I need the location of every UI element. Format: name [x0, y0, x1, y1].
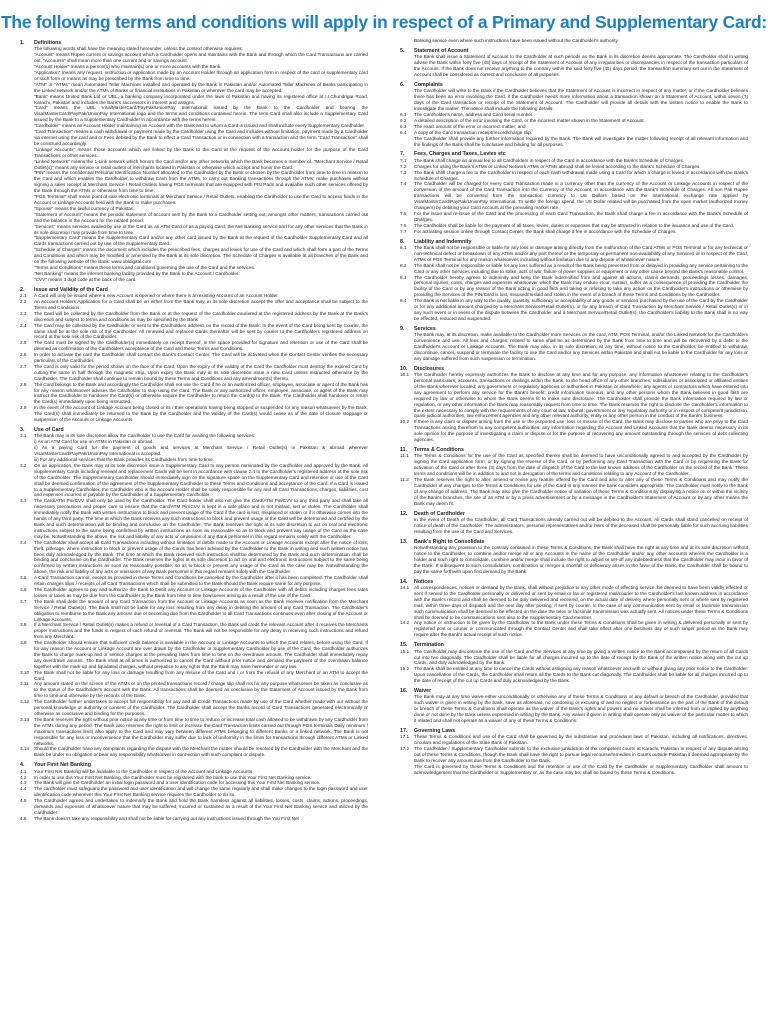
- clause: [20, 599, 368, 623]
- clause-number: [20, 235, 34, 247]
- terms-section: [400, 688, 748, 724]
- clause: [400, 275, 748, 299]
- section-number: 5.: [400, 47, 405, 54]
- section-number: 2.: [20, 286, 25, 293]
- clause: [20, 746, 368, 758]
- clause-text: The following words shall have the meaning stated hereunder, unless the context otherwise requires:: [34, 46, 243, 52]
- clause-text: A copy of the Card transaction receipt/record/charge slip.: [414, 129, 533, 135]
- clause-number: 2.9: [20, 405, 27, 411]
- clause-text: The Bank shall charge a fee to the Cardholder in respect of each cash withdrawal made using a Card for which a charge is levied in accordance with the Bank's Schedule of Charges.: [414, 169, 748, 181]
- section-number: 16.: [400, 688, 408, 695]
- clause-number: 8.4: [400, 298, 407, 304]
- terms-section: [400, 447, 748, 507]
- clause-text: "Linkage Accounts" means those accounts which are linked by the Bank to the Card at the request of the Account holder for the purpose of the Card Transactions or other services.: [34, 146, 368, 158]
- terms-section: [400, 728, 748, 776]
- clause-number: 3.1: [20, 433, 27, 439]
- clause: [20, 670, 368, 682]
- clause-text: "PIN" means the confidential Personal Identification Number allocated to the Cardholder by the Bank or chosen by the Cardholder from time to time in relation to the Card and which enables the Cardholder to withdraw Cash from the ATMs, to carry out Banking transactions through the ATMs; make purchases without signing a sales receipt at Merchant Service / Retail Outlets having POS terminals that are equipped with PIN Pads and available such other services offered by the Bank through the ATMs or otherwise from time to time.: [34, 170, 368, 194]
- terms-section: [400, 326, 748, 362]
- clause: [400, 88, 748, 112]
- left-column: [20, 38, 368, 1018]
- clause-number: [400, 54, 414, 78]
- terms-section: [400, 366, 748, 443]
- clause-text: "CVV" means 3 digit code at the back of the card.: [34, 276, 137, 282]
- terms-section: [400, 539, 748, 575]
- clause-text: In order to activate the card the Cardholder shall contact the Bank's Contact Center. The Card will be activated when the Contact Center verifies the necessary particulars of the Cardholder.: [34, 352, 368, 364]
- clause-text: For the issue and re-issue of the Card and the processing of each Card Transaction, the Bank shall charge a fee in accordance with the Bank's Schedule of Charges.: [414, 210, 748, 222]
- clause: [20, 382, 368, 406]
- clause-text: The Cardholder shall accept all Card Transactions including without limitation of debits made to the Account or Linkage Accounts except after the notice of loss, theft, pilferage, where instruction to block or prevent usage of the Cards has been advised by the Cardholder to the Bank in writing and such written notice has been duly acknowledged by the Bank. The time at which the Bank received such instruction shall be determined by the Bank and such determination shall be binding and conclusive on the Cardholder. The Bank reserves the rights at its sole discretion to act on oral and electronic instructions subject to the same being confirmed by written instructions as soon as reasonably possible, so as to block or prevent any usage of the Card as the case may be. Notwithstanding the above, the risk and liability of any acts or omissions of any Bank personnel in this regard remains solely with the Cardholder.: [34, 539, 368, 575]
- clause-text: For activating session online through Contact Center, the Bank shall charge a fee in accordance with the Schedule of Charges.: [414, 228, 677, 234]
- clause: [20, 587, 368, 599]
- clause: [400, 54, 748, 78]
- clause: [400, 263, 748, 275]
- clause-text: The Cardholder agrees and undertakes to indemnify the Bank and hold the Bank harmless against all liabilities, losses, costs, claims, actions, proceedings, demands and expenses of whatsoever nature that may be suffered, incurred or sustained as a result of the Your First Net Banking service and utilized by the Cardholder.: [34, 798, 368, 815]
- clause-text: The cardholder must safeguard the password and user identification and will change the same regularly and shall make changes to the login password and user identification code whenever this Your First Net Banking service requires the Cardholder to do so.: [34, 786, 368, 798]
- section-title: Death of Cardholder: [414, 510, 465, 517]
- clause-number: 2.2: [20, 298, 27, 304]
- clause-text: In the event of the Account of Linkage Account being closed or its / their operations having being stopped or suspended for any reason whatsoever by the Bank. The Card(s) shall immediately be returned to the Bank by the Cardholder and the validity of the Card(s) would cease as of the date of closure stoppage or suspension of the Account or Linkage Accounts.: [34, 405, 368, 423]
- clause: [20, 147, 368, 159]
- clause-text: An Account Holders Application for a Card shall be on either from the Bank may, in its sole discretion accept the offer and acceptance shall be subject to the Terms and Conditions.: [34, 298, 368, 310]
- clause-text: The exact amount of the error or incorrect matter; and: [414, 123, 526, 129]
- clause-text: ii) As a paying Card for the payment of goods and services at Merchant Service / Retail Outlet(s) in Pakistan & abroad wherever Visa/MasterCard/PayPak/UnionPay International is accepted.: [34, 445, 368, 457]
- clause-number: 7.4: [400, 181, 407, 187]
- clause-number: 3.6: [20, 586, 27, 592]
- section-title: Terms & Conditions: [414, 447, 464, 453]
- clause: [20, 212, 368, 224]
- clause-text: The Bank reserves the right without prior notice at any time or from time to time to reduce or increase total cash allowed to be withdrawn by any Cardholder from the ATMs during any period. The Bank also reserves the right to limit or increase the Card Transaction limits carried out through POS terminals Daily minimum / maximum transactions limit) also apply to the Card and may vary between different ATMs belonging to different Banks or a linked network. The Bank is not responsible for any loss or inconvenience that the Cardholder may suffer due to lack of uniformity in the limits for transactions through different ATMs or Linked networks.: [34, 716, 368, 746]
- clause-text: The Bank shall not be responsible or liable for any loss suffered as a result of the Bank being prevented from or delayed in providing any service pertaining to the Card or any other Services including due to strike, acts of war, failure of power supplies or equipment or any other cause beyond the Bank's reasonable control.: [414, 262, 748, 274]
- clause-number: 11.2: [400, 477, 409, 483]
- clause-number: 3.10: [20, 669, 30, 675]
- clause: [20, 224, 368, 236]
- clause: [400, 585, 748, 620]
- clause-text: If a Merchant Service / Retail Outlet(s) makes a refund or reversal of a Card Transaction, the Bank will credit the relevant Account after it receives the Merchants proper instructions and the funds in respect of such refund or reversal. The Bank will not be responsible for any delay in receiving such instructions and refund from any Merchant.: [34, 622, 368, 640]
- clause-number: [400, 136, 414, 148]
- section-number: 4.: [20, 762, 25, 769]
- clause-number: 17.2: [400, 746, 410, 752]
- clause-text: i) As an ATM Card for use on ATMs in Pakistan or abroad.: [34, 439, 154, 445]
- clause-text: The Bank shall not be responsible or liable for any loss or damage arising directly from the malfunction of the Card ATMs or POS Terminal or for any technical or non-technical defect or breakdown of any ATMs and/or any part thereof or the temporary or permanent non-availability of any Services or in respect of the Card, ATMs or POS Terminal for any reason whatsoever, including without limitation due to any dispute of whatsoever nature.: [414, 245, 748, 262]
- clause-number: 7.2: [400, 163, 407, 169]
- clause: [400, 245, 748, 263]
- clause-text: Banking service even where such instructions have been issued without the Cardholder's authority.: [414, 38, 619, 43]
- clause: [20, 352, 368, 364]
- clause-text: "Card" means the UBL Visa/MasterCard/PayPak/UnionPay International issued by the Bank to the Cardholder and bearing the Visa/MasterCard/PayPak/UnionPay International logo and the terms and conditions contained herein. The term Card shall also include a Supplementary Card issued by the Bank to a Supplementary Cardholder in accordance with the terms herein.: [34, 105, 368, 123]
- clause-text: The Cardholder will write to the Bank if the Cardholder believes that the Statement of Account is incorrect in respect of any matter, or if the Cardholder believes there has been an error involving the Card, if the Cardholder needs more information about a transaction shown on a Statement of Account, within seven (7) days of the Card transaction or receipt of the Statement of Account. The Cardholder will provide all details with the written notice to enable the Bank to investigate the matter. The notice shall include the following details:: [414, 88, 748, 112]
- clause: [20, 699, 368, 717]
- clause-text: Any notice or instruction to be given by the Cardholder to the Bank under these Terms & Conditions shall be given in writing & delivered personally or sent by registered post or courier or communicated through the Contact Center and shall take effect after one business day or such longer period as the Bank may require after the Bank's actual receipt of such notice.: [414, 620, 748, 638]
- clause: [20, 311, 368, 323]
- clause: [20, 640, 368, 670]
- section-title: Liability and Indemnity: [414, 238, 472, 245]
- clause-number: [20, 277, 34, 283]
- clause-number: 3.7: [20, 598, 27, 604]
- clause-number: 4.5: [20, 798, 27, 804]
- clause-number: 3.8: [20, 622, 27, 628]
- clause-number: 15.1: [400, 648, 410, 654]
- section-title: Your First Net Banking: [34, 762, 91, 769]
- clause-text: In order to use this Your First Net Banking, the Cardholder must be registered with the bank to use this Your First Net Banking service.: [34, 774, 312, 780]
- clause-text: The Cardholder agrees to pay and authorize the Bank to Debit any Account or Linkage Accounts of the Cardholder with all debits including charges fees rates losses or taxes as may be due from the Cardholder to the Bank from time to time howsoever arising as a result of the use of the Card.: [34, 586, 368, 598]
- clause-number: 3.13: [20, 716, 30, 722]
- section-title: Disclosures: [414, 365, 445, 372]
- clause: [20, 323, 368, 341]
- clause-number: [20, 52, 34, 64]
- clause: [20, 82, 368, 94]
- clause: [400, 694, 748, 724]
- clause-text: The Card is only valid for the period shown on the face of the Card. Upon the expiry of the validity of the Card the Cardholder must destroy the expired Card by cutting the same in half through the magnetic strip. Upon expiry the Bank may at its sole discretion issue a new Card unless instructed otherwise by the Cardholder. The Cardholder shall continue to remain bound by these Terms and Conditions and any amendment(s) thereto.: [34, 363, 368, 381]
- section-title: Issue and Validity of the Card: [34, 286, 108, 293]
- terms-section: [400, 579, 748, 639]
- clause-number: 3.5: [20, 575, 27, 581]
- clause-text: The Card may be collected by the Cardholder or sent to the Cardholders address on the record of the Bank. In the event of the Card being sent by Courier, the same shall be at the sole risk of the Cardholder. All renewed and replaced Cards thereafter will be sent by courier to the Cardholders registered address on record at the sole risk of the Cardholder.: [34, 322, 368, 340]
- page-title: The following terms and conditions will apply in respect of a Primary and Supplementary Card:: [0, 12, 768, 32]
- clause-text: The Bank is not liable in any way to the quality, quantity, sufficiency or acceptability of any goods or services purchased by the use of the Card by the Cardholder or for any additional amount charged by a Merchant Service/Retail Outlet(s), or for any breach of Card Transaction by Merchant Service / Retail Outlet(s) or in any such event or in event of the dispute between the Cardholder and a Merchant Service/Retail Outlet(s), the Cardholder's liability to the Bank shall in no way be effected, reduced and suspended.: [414, 298, 748, 321]
- clause: [20, 70, 368, 82]
- clause-number: [400, 694, 414, 724]
- clause-number: 4.4: [20, 786, 27, 792]
- section-title: Notices: [414, 578, 434, 585]
- terms-section: [20, 762, 368, 822]
- clause-text: All correspondences, notices or demand by the Bank, shall without prejudice to any other mode of effecting service, be deemed to have been validly effected or sent if served to the Cardholder personally or delivered or sent by email or fax or registered mail/courier to the Cardholder's last known address in accordance with the Bank's record and shall be deemed to be duly delivered and received, on the actual date of delivery where personally sent or where sent by registered mail, within three days of dispatch and the next day after posting, if sent by courier. In the case of any communication sent by email or facsimile transmission such communication shall be deemed to be effected on the date the telex or facsimile transmission was actually sent. All notices under these Terms & Conditions shall be deemed to be communications sent also to the Supplementary Card member.: [414, 585, 748, 620]
- clause-number: 17.1: [400, 734, 410, 740]
- clause-number: 8.1: [400, 245, 407, 250]
- section-number: 9.: [400, 325, 405, 332]
- clause-text: The Card/ATM Pin/CVV shall only be used by the Cardholder. The Card holder shall also not give the Card/ATM Pin/CVV to any third party and shall take all necessary precautions and proper care to ensure that the Card/ATM Pin/CVV is kept in a safe place and is not mislaid, lost or stolen. The Cardholder shall immediately notify the Bank with written instructions to block and prevent usage of the Card if the card is lost, misplaced or stolen or if it otherwise comes into the hands of any third party. The time at which the Bank receives any such instructions to block and prevent usage of the Card will be determined and certified by the Bank and such determination will be binding and conclusive on the Cardholder. The Bank reserves the right at its sole discretion to act on oral and electronic instructions subject to the same being confirmed by written instructions as soon as reasonable so as to block and prevent any usage of the Card as the case may be. Notwithstanding the above, the risk and liability of any acts or omissions of any Bank personnel in this regard remains solely with the Cardholder.: [34, 498, 368, 539]
- terms-section: [20, 427, 368, 758]
- clause-number: 2.4: [20, 322, 27, 328]
- clause-number: 14.1: [400, 585, 410, 591]
- clause-number: [400, 38, 414, 44]
- terms-section: [400, 38, 748, 44]
- terms-section: [400, 82, 748, 147]
- clause-text: The Card is governed by these Terms & Conditions and the retention or use of the Card by the Cardholder or Supplementary Cardholder shall amount to acknowledgement that the Cardholder or Supplementary or, as the case may be, shall be bound by these Terms & Conditions.: [414, 763, 748, 775]
- clause: [20, 247, 368, 265]
- clause: [20, 816, 368, 822]
- clause: [20, 540, 368, 575]
- clause-text: The Bank reserves the right to alter, amend or revise any feature offered by the Card and also to alter any of these Terms & Conditions and may notify the Cardholder of any changes to the Terms & Conditions for use of the Card in any manner the bank considers appropriate. The Cardholder must notify to the Bank of any change of address. The Bank may also give the Cardholder notice of variation of these Terms & Conditions by displaying a notice on or within the vicinity of the Bank's branches, the site of an ATM or by a press advertisement or by a message in the Cardholder's Statement of Account or by any other means the Bank may deem fit.: [414, 477, 748, 506]
- clause: [20, 105, 368, 123]
- clause: [20, 194, 368, 206]
- clause-text: "Account" means Rupee current or savings account which a Cardholder opens and maintains with the Bank and through which the Card Transactions are carried out. "Accounts" shall mean more than one current and or savings account.: [34, 52, 368, 64]
- terms-section: [400, 151, 748, 234]
- clause-text: Your First Net Banking will be available to the Cardholder in respect of the Account and Linkage Accounts.: [34, 768, 254, 774]
- clause-text: The Cardholder will be charged for every Card Transaction made in a currency other than the currency of the Account or Linkage Accounts in respect of the conversion of the amount of the Card Transaction into the Currency of the Account, in accordance with the Bank's Schedule of Charges. All non Pak Rupee transactions will be converted from the transaction currency to US Dollars based on the international exchange rate applied by Visa/MasterCard/PayPak/UnionPay International. To settle the foreign spend, the US Dollar related will be purchased from the open market (authorized money changers) by debiting your Card Account at the prevailing market rate.: [414, 181, 748, 211]
- clause-text: On an application, the Bank may at its sole discretion issue a Supplementary Card to any person nominated by the Cardholder and approved by the Bank. All Supplementary Cards including renewal and replacement Cards will be sent in accordance with clause 2.4 to the Cardholder's registered address at the sole risk of the Cardholder. The Supplementary Cardholder should immediately sign on the signature space on the Supplementary Card and retention or use of the Card shall be deemed confirmation of the agreement of the Supplementary Cardholder to these Terms and Conditions and acceptance of the Card. If a Card is issued to a Supplementary Cardholder, the Cardholder who is the Account Holder shall be solely responsible for any and all Card Transactions, charges, liabilities, cost and expenses incurred or payable by the Cardholder of a Supplementary Cardholder.: [34, 462, 368, 498]
- clause-number: [20, 224, 34, 236]
- terms-section: [400, 48, 748, 78]
- section-title: Termination: [414, 642, 444, 649]
- clause-text: The Cardholder / Supplementary Cardholder submits to the exclusive jurisdiction of the competent courts at Karachi, Pakistan in respect of any dispute arising out of these Terms & Conditions, though the Bank shall have the right to pursue legal recourse/remedies in Courts outside Pakistan if deemed appropriate by the Bank to recover any amount due from the Cardholder to the Bank.: [414, 746, 748, 763]
- clause-text: Notwithstanding any provision to the contrary contained in these Terms & Conditions, the Bank shall have the right at any time and at its sole discretion without notice to the Cardholder, to combine and/or merge all or any Accounts in the name of the Cardholder and/or any other accounts wherein the Cardholder is a holder and such right to consolidate, combine and/or merge shall include the right to adjust or set-off any indebtedness that the Cardholder may incur in favor of the Bank. If subsequent to such consolidation, combination or merger a shortfall or deficiency arises in the favor of the Bank, the Cardholder shall be bound to pay the same forthwith upon first demand by the Bank.: [414, 545, 748, 574]
- clause-text: "ATM" or "ATMs" mean Automated Teller Machines installed and operated by the Bank in Pakistan and/or Automated Teller Machines of Banks participating in the Linked network and/or the ATMs of Banks or financial institutions in Pakistan or wherever the card may be accepted.: [34, 81, 368, 93]
- clause: [20, 159, 368, 171]
- clause: [20, 498, 368, 539]
- clause-number: 14.2: [400, 620, 410, 626]
- clause-text: "Terms and Conditions" means these terms and conditions governing the use of the Card and the services.: [34, 264, 256, 270]
- clause: [400, 649, 748, 667]
- clause-number: 2.7: [20, 363, 27, 369]
- clause-number: [400, 545, 414, 575]
- clause-text: The Cardholder hereby expressly authorizes the Bank to disclose at any time and for any purpose, any information whatsoever relating to the Cardholder's personal particulars, accounts, transactions or dealings within the Bank, to the head office of any other branches, subsidiaries or associated or affiliated entities of the Bank wherever located; any government or regulatory agencies or authorities in Pakistan or elsewhere; any agents or contractors which have entered into any agreement to perform any service for the Bank's benefit; credit information bureaus; and any other persons whom the Bank believes in good faith are required by law or otherwise to whom the Bank deems fit to make sure disclosure. The Cardholder shall provide the Bank information required by law or regulation, or any other information the Bank may reasonably request from time to time. The Bank reserves the right to disclose the Cardholder's information to the extent necessary to comply with the requirements of any court of law, tribunal, government or any regulatory authority or in respect of competent jurisdiction, quasi-judicial authorities, law enforcement agencies and any other relevant authority, entity or any other person in the conduct of the Bank's business.: [414, 372, 748, 419]
- clause-text: The Cardholder should ensure that sufficient credit balance is available in the Account or Linkage Accounts to which the Card relates, before using the Card. If for any reason the Account or Linkage Account are over drawn by the Cardholder or Supplementary Cardholder by use of the Card, the Cardholder authorizes the Bank to charge mark-up and or service charges at the prevailing rates from time to time on the overdrawn amount. The Cardholder shall immediately repay any overdrawn amount. The Bank shall at all times is authorized to cancel the Card without prior notice and demand the payment of the overdrawn balance together with the mark-up and liquidated charges, without prejudice to any rights that the Bank may have hereunder or any law.: [34, 640, 368, 669]
- section-number: 13.: [400, 538, 408, 545]
- clause-text: The Bank will give the Cardholder an initial login password and a user identification code for accessing this Your First Net Banking service.: [34, 780, 321, 786]
- clause-text: Charges for using the Bank's ATMs or Linked Network ATMs or ATMs abroad shall be levied according to the Bank's Schedule of Charges.: [414, 163, 701, 169]
- clause-text: "Supplementary Card" means the Supplementary Card and/or any other card issued by the Bank at the request of the Cardholder Supplementary Card and all Cards transactions carried out by use of the Supplementary Card.: [34, 235, 368, 247]
- clause-text: The Cardholder shall be liable for the payment of all taxes, levies, duties or expenses that may be attracted in relation to the issuance and use of the Card.: [414, 222, 734, 228]
- clause-number: 7.5: [400, 210, 407, 216]
- clause-text: "Statement of Account" means the periodic statement of account sent by the Bank to a Cardholder setting out, amongst other matters, transactions carried out and the balance in the Account for the related period.: [34, 211, 368, 223]
- clause: [400, 545, 748, 575]
- clause-number: 6.1: [400, 111, 407, 117]
- clause: [20, 405, 368, 423]
- clause-number: 2.3: [20, 310, 27, 316]
- clause-number: 6.2: [400, 117, 407, 123]
- clause-text: The Cardholder further undertakes to accept full responsibility for any and all Credit Transactions made by use of the Card whether made with our without the personal knowledge or authority or consent of the Cardholder. The Cardholder shall accept the Banks record of Card Transactions generated electronically or otherwise as conclusive and binding for the purposes.: [34, 699, 368, 716]
- clause: [20, 299, 368, 311]
- clause-text: The Cardholder may discontinue the use of the Card and the Services at any time by giving a written notice to the Bank accompanied by the return of all Cards cut into two diagonally. The Cardholder shall be liable for all charges incurred up to the date of receipt by the Bank of the written notice along with the cut up Cards, and duly acknowledged by the Bank.: [414, 648, 748, 666]
- clause: [400, 517, 748, 535]
- clause-text: Should the Cardholder have any complaints regarding the dispute with the Merchant the matter should be resolved by the Cardholder with the Merchant and the Bank be under no obligation or bear any responsibility whatsoever in connection with such complaint or dispute.: [34, 746, 368, 758]
- clause: [400, 746, 748, 764]
- clause-text: The Bank shall issue a Statement of Account to the Cardholder at such periods as the Bank in its discretion deems appropriate. The Cardholder shall in writing advise the Bank within forty five (45) days of receipt of the Statement of Account of any irregularities or discrepancies in respect of the transaction particulars of the Account. If the Bank does not receive anything to the contrary within the said forty five (45) days period, the transaction summary set out in the Statement of Account shall be considered as correct and conclusive of all purposes.: [414, 54, 748, 78]
- clause: [400, 181, 748, 211]
- clause: [20, 129, 368, 147]
- clause-number: 10.1: [400, 372, 410, 378]
- clause-number: [20, 247, 34, 265]
- clause: [400, 38, 748, 44]
- clause-number: 7.6: [400, 222, 407, 228]
- section-title: Governing Laws: [414, 727, 456, 734]
- clause-number: [20, 445, 34, 457]
- clause-number: [20, 194, 34, 206]
- clause-number: 7.1: [400, 157, 407, 163]
- clause: [400, 734, 748, 746]
- clause-number: [20, 70, 34, 82]
- clause-text: The Card will be collected by the Cardholder from the Bank or at the request of the Cardholder couriered at the registered address by the Bank at the Bank's discretion and subject to terms and conditions as may be specified by the Bank.: [34, 310, 368, 322]
- terms-section: [400, 239, 748, 322]
- clause-number: [20, 129, 34, 147]
- clause-number: 4.2: [20, 774, 27, 780]
- section-number: 1.: [20, 40, 25, 46]
- clause-text: These Terms & Conditions and use of the Card shall be governed by the substantive and procedural laws of Pakistan, including all notifications, directives, circulars and regulations of the State Bank of Pakistan.: [414, 734, 748, 746]
- clause-text: "Spouse" means the lawful currency of Pakistan.: [34, 205, 135, 211]
- terms-section: [20, 287, 368, 423]
- terms-section: [20, 40, 368, 283]
- clause-number: 3.12: [20, 699, 30, 705]
- clause: [20, 445, 368, 457]
- clause-text: The Card must be signed by the Cardholder(s) immediately on receipt thereof, in the space provided for signature and retention or use of the Card shall be deemed as confirmation of the Cardholders acceptance of the Card and these Terms and Conditions.: [34, 340, 368, 352]
- clause-text: A Card Transaction cannot, except as provided in these Terms and Conditions be cancelled by the Cardholder after it has been completed. The Cardholder shall retain charges slips / receipts of all Card Transactions which shall be submitted to the Bank should the Bank require same for any purpose.: [34, 575, 368, 587]
- section-number: 14.: [400, 578, 408, 585]
- section-number: 7.: [400, 151, 405, 158]
- section-title: Statement of Account: [414, 47, 469, 54]
- clause: [400, 136, 748, 148]
- clause-number: 3.9: [20, 640, 27, 646]
- clause: [20, 235, 368, 247]
- clause-number: [20, 170, 34, 194]
- clause-number: [20, 94, 34, 106]
- section-number: 11.: [400, 447, 408, 453]
- clause-text: A detailed description of the error involving the Card, or the incorrect matter shown in the Statement of Account.: [414, 117, 645, 123]
- clause-number: [400, 332, 414, 362]
- clause: [400, 453, 748, 477]
- clause-number: [20, 147, 34, 159]
- clause-text: The Terms & Conditions for the use of the Card as specified therein shall be deemed to have unconditionally agreed to and accepted by the Cardholder by signing the Card application form, or by signing the reverse of the Card, or by performing any Card Transaction with the Card or by requesting the Bank for activation of the Card or after three (3) days from the date of dispatch of the Card to the last known address of the Cardholder on the record of the Bank. These terms and conditions will be in addition to and not in derogation of the terms and conditions relating to any Account of the Cardholder.: [414, 453, 748, 477]
- clause-text: In the event of Death of the Cardholder, all Card Transactions already carried out will be debited to the Account. All Cards shall stand cancelled on receipt of notice of death of the Cardholder. The administrators, personal representatives and/or heirs of the deceased shall be personally liable for such accruing liabilities resulting from the use of the Card and Services.: [414, 516, 748, 534]
- section-number: 3.: [20, 427, 25, 433]
- clause-number: 3.11: [20, 681, 29, 687]
- clause-text: "POS Terminal" shall mean point of sale electronic terminals at Merchant Service / Retail Outlets, enabling the Cardholder to use the Card to access funds in the Account or Linkage Accounts held with the Bank to make purchases.: [34, 194, 368, 205]
- clause-text: If there is any claim or dispute arising from the use or the purported use, loss or misuse of the Card, the Bank may disclose to parties who are privy to the Card Transactions arising therefrom to any competent authorities, any information regarding the Account and Linked Accounts that the Bank deems necessary in its sole opinion for the purpose of investigating a claim or dispute or for the purpose of recovering any amount outstanding through the services of debt collecting agencies.: [414, 419, 748, 443]
- clause-number: 3.14: [20, 746, 30, 752]
- section-title: Services: [414, 325, 436, 332]
- clause-text: A Card will only be issued where a new Account is opened or where there is an existing Account of an Account Holder.: [34, 293, 279, 299]
- clause-text: iii) For any additional services that the Bank provides its Cardholders from time to time.: [34, 457, 215, 463]
- clause-text: The Bank shall charge an annual fee to all Cardholders in respect of the Card in accordance with the Bank's Schedule of Charges.: [414, 157, 685, 163]
- clause-text: The Bank doesn't take any responsibility and shall not be liable for carrying out any instructions issued through the You First Net: [34, 815, 299, 821]
- clause-number: [20, 212, 34, 224]
- clause: [20, 575, 368, 587]
- section-number: 17.: [400, 727, 408, 734]
- clause-number: 8.2: [400, 262, 407, 268]
- clause: [20, 277, 368, 283]
- right-column: [400, 38, 748, 1018]
- clause-number: [20, 82, 34, 94]
- clause: [20, 52, 368, 64]
- clause-number: 2.5: [20, 340, 27, 346]
- clause: [20, 798, 368, 816]
- clause-number: 4.3: [20, 780, 27, 786]
- clause: [400, 332, 748, 362]
- clause-number: 2.6: [20, 352, 27, 358]
- clause: [20, 622, 368, 640]
- clause-number: 2.8: [20, 381, 27, 387]
- clause: [20, 681, 368, 699]
- clause-text: The Card belongs to the Bank and accordingly the Cardholder shall not use the Card if he or an authorized officer, employee, associate or agent of the Bank has for any reason whatsoever advises the Cardholder to stop using the Card. The Bank or any authorized officer, employee, associate, or agent of the Bank may instruct the Cardholder to handover the Card(s) or otherwise require the Cardholder to return the Card(s) to the Bank. The Cardholder shall handover or return the Card(s) immediately upon being instructed.: [34, 381, 368, 405]
- clause-text: The Cardholder hereby agrees to indemnify and keep the Bank indemnified from and against all actions, claims demands, proceedings losses, damages, personal injuries, costs, charges and expenses whatsoever which the Bank may endure incur, sustain, suffer as a consequence of providing the Cardholder the facility of the Card or by any reason of the Bank acting in good faith and taking or refusing to take any action on the Cardholder's instructions or otherwise by providing the Services of the PIN/Card is lost, misused/mislaid and stolen in the event of a breach of these Terms and Conditions by the Cardholder.: [414, 274, 748, 298]
- clause-number: 15.2: [400, 666, 410, 672]
- clause-text: The Cardholder shall provide any further information required by the Bank. The Bank will investigate the matter following receipt of all relevant information and the findings of the Bank shall be conclusive and binding for all purposes.: [414, 135, 748, 147]
- section-number: 10.: [400, 365, 408, 372]
- clause-text: The Bank may at any time waive either unconditionally or otherwise any of these Terms & Conditions or any default or breach of the Cardholder, provided that such waiver is given in writing by the bank, save as aforesaid, no condoning or excusing of and no neglect or forbearance on the part of the Bank of the default or breach of these Terms & Conditions shall operate as the waiver of the Bank's rights and powers and no waiver shall be inferred from or implied by anything done or not done by the Bank unless expressed in writing by the Bank. Any waiver if given in writing shall operate only as waiver of the particular matter to which it related and shall not operate as a waiver of any of these Terms & Conditions.: [414, 694, 748, 724]
- clause: [400, 211, 748, 223]
- clause-number: 4.6: [20, 815, 27, 821]
- clause-number: 8.3: [400, 274, 407, 280]
- clause-text: The Bank may, at its discretion, make available to the Cardholder more Services on the card, ATM, POS Terminal, and/or the Linked Network for the Cardholders convenience and use. All fees and charges, related to same shall be as determined by the Bank from time to time and will be recovered by a debit to the Cardholder's Account or Linkage Accounts. The Bank may also, in its sole discretion, at any time, without notice to the Cardholder, be entitled to withdraw, discontinue, cancel, suspend or terminate the facility to use the Card and/or any Services within Pakistan and shall not be liable to the Cardholder for any loss or any damage suffered from such suspension or termination.: [414, 332, 748, 361]
- section-title: Definitions: [34, 40, 62, 46]
- clause-text: "Bank" means United Bank Ltd or UBL, a banking company incorporated under the laws of Pakistan and having its registered office at I.I.Chundrigar Road, Karachi, Pakistan and includes the Bank's successors in interest and assigns.: [34, 93, 368, 105]
- section-title: Complaints: [414, 81, 443, 88]
- clause-text: The Bank shall debit the amount of any Card Transaction from the Account or Linkage Accounts as soon as the Bank receives notification from the Merchant Service / Retail Outlet(s). The Bank shall not be liable for any loss resulting from any delay in debiting the amount of any Card Transaction. The Cardholder's obligation to reimburse to the Bank any amount due or becoming due from the Cardholder to all Card Transactions continues even after closing of the Account or Linkage Accounts.: [34, 598, 368, 622]
- section-title: Fees, Charges and Taxes, Levies etc: [414, 151, 506, 158]
- clause: [400, 419, 748, 443]
- clause-text: "Card Transaction" means a cash withdrawal or payment made by the Cardholder using the Card and includes without limitation, payment made by a Cardholder via internet using the card and or Fees debited by the Bank to effect a Card Transaction or in connection with a transaction and the term "Card Transaction" shall be construed accordingly.: [34, 129, 368, 146]
- section-number: 12.: [400, 510, 408, 517]
- clause-number: [20, 159, 34, 171]
- clause: [400, 298, 748, 322]
- clause-text: The Bank shall not be liable for any loss or damage resulting from any misuse of the Card and / or from the refusal of any Merchant or an ATM to accept the Card.: [34, 669, 368, 681]
- section-title: Bank's Right to Consolidate: [414, 538, 485, 545]
- clause: [20, 463, 368, 498]
- clause-text: The Bank shall be entitled at any time to cancel the Cards without assigning any reason whatsoever and with or without giving any prior notice to the Cardholder. Upon cancellation of the Cards, the Cardholder shall return all the Cards to the Bank cut diagonally. The Cardholder shall be liable for all charges incurred up to the date of receipt of the cut up Cards and duly acknowledged by the Bank.: [414, 666, 748, 684]
- clause-number: 4.1: [20, 768, 27, 774]
- clause-text: "Cardholder" means an Account Holder maintaining an Account with the Bank and to whom a Card is issued and shall include every Supplementary Cardholder.: [34, 123, 366, 129]
- section-title: Waiver: [414, 688, 432, 695]
- clause: [20, 364, 368, 382]
- clause-text: The Bank may in its sole discretion allow the Cardholder to use the Card for availing the following services:: [34, 433, 256, 439]
- clause-text: "Net Banking" means the internet banking facility provided by the Bank to the Account / Cardholder.: [34, 270, 240, 276]
- clause: [400, 477, 748, 507]
- clause-number: 3.2: [20, 462, 27, 468]
- section-number: 6.: [400, 81, 405, 88]
- clause: [400, 620, 748, 638]
- clause-text: The Cardholder's name, address and Card serial number.: [414, 111, 534, 117]
- clause-number: 7.7: [400, 228, 407, 234]
- clause-text: "Services" means services availed by use of the Card as an ATM Card or as a paying Card; the Net Banking service and for any other services that the Bank in its sole discretion may provide from time to time.: [34, 223, 368, 235]
- section-number: 15.: [400, 642, 408, 649]
- clause-number: [400, 88, 414, 112]
- section-number: 8.: [400, 238, 405, 245]
- clause-text: "Application" means any request, instruction or application made by an Account Holder through an application form in respect of the card or supplementary card or such form or means as may be prescribed by the Bank from time to time.: [34, 70, 368, 81]
- clause-number: [400, 764, 414, 776]
- clause: [400, 372, 748, 419]
- clause: [20, 786, 368, 798]
- clause-number: 6.3: [400, 123, 407, 129]
- clause-number: 3.3: [20, 498, 27, 504]
- clause-number: 6.4: [400, 129, 407, 135]
- clause: [20, 717, 368, 747]
- clause: [20, 340, 368, 352]
- clause-number: 11.1: [400, 453, 409, 459]
- clause-number: 7.3: [400, 169, 407, 175]
- clause-number: [400, 517, 414, 535]
- clause: [20, 94, 368, 106]
- clause-number: 10.2: [400, 419, 410, 425]
- clause-text: "Linked Network" means the 1-Link network which honors the Card and/or any other networks which the Bank becomes a member of. "Merchant Service / Retail Outlet(s)" means any service or retail outlets of merchants located in Pakistan or otherwise which accept and honor the Card.: [34, 158, 368, 170]
- terms-section: [400, 511, 748, 535]
- clause: [400, 229, 748, 235]
- terms-section: [400, 642, 748, 684]
- clause-text: "Account Holder" means a person(s) who maintain(s) one or more accounts with the Bank.: [34, 64, 222, 70]
- clause: [20, 170, 368, 194]
- clause-number: 3.4: [20, 539, 27, 545]
- clause: [400, 170, 748, 182]
- clause: [400, 666, 748, 684]
- clause-number: [20, 105, 34, 123]
- clause-number: 2.1: [20, 293, 27, 299]
- clause-text: "Schedule of Charges" means the document which includes the prescribed fees, charges and levies for use of the Card and which shall form a part of the Terms and Conditions and which may be modified or amended by the Bank at its sole discretion. The Schedule of Charges is available at all branches of the Bank and on the following website of the Bank: www.ubldigital.com: [34, 247, 368, 265]
- section-title: Use of Card: [34, 427, 64, 433]
- clause-text: Any amount stated on the screen of the ATMs or on the printed transactions record / charge slip shall not for any purpose whatsoever be taken as conclusive as to the status of the Cardholder's account with the Bank. All transactions shall be deemed as conclusive by the Statement of Account issued by the Bank from time to time and otherwise by the records of the Bank.: [34, 681, 368, 699]
- clause: [400, 764, 748, 776]
